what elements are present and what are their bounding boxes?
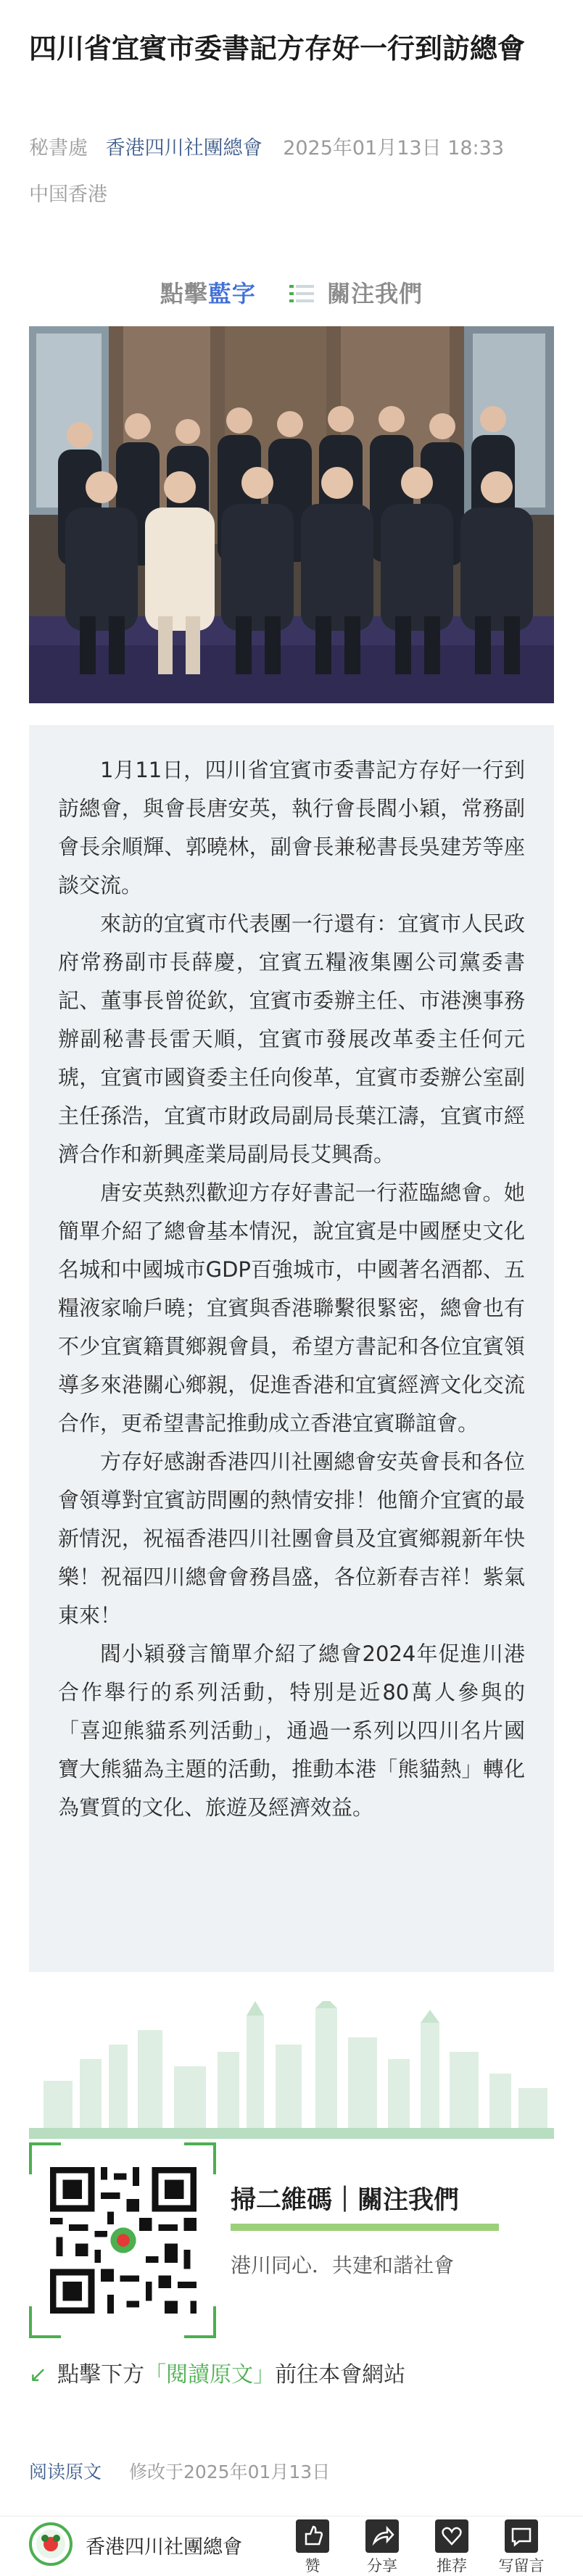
city-skyline-illustration bbox=[29, 2001, 554, 2139]
thumbs-up-icon bbox=[296, 2519, 329, 2553]
qr-code[interactable] bbox=[44, 2161, 203, 2320]
comment-button[interactable] bbox=[495, 2519, 548, 2576]
read-original-link[interactable]: 阅读原文 bbox=[29, 2461, 102, 2482]
read-more-suffix: 前往本會網站 bbox=[275, 2362, 406, 2387]
body-paragraph: 唐安英熱烈歡迎方存好書記一行蒞臨總會。她簡單介紹了總會基本情況，說宜賓是中國歷史文化名城和中國城市GDP百強城市，中國著名酒都、五糧液家喻戶曉；宜賓與香港聯繫很緊密，總會也有不少宜賓籍貫鄉親會員，希望方書記和各位宜賓領導多來港關心鄉親，促進香港和宜賓經濟文化交流合作，更希望書記推動成立香港宜賓聯誼會。 bbox=[58, 1180, 525, 1436]
read-more-highlight: 「閱讀原文」 bbox=[144, 2362, 276, 2387]
article-footer bbox=[29, 2458, 330, 2484]
modified-date: 修改于2025年01月13日 bbox=[128, 2461, 331, 2482]
follow-highlight: 藍字 bbox=[207, 280, 256, 307]
read-more-prefix: 點擊下方 bbox=[57, 2362, 145, 2387]
qr-title: 掃二維碼｜關注我們 bbox=[231, 2186, 460, 2215]
article-title: 四川省宜賓市委書記方存好一行到訪總會 bbox=[29, 33, 526, 65]
menu-lines-icon bbox=[289, 283, 314, 304]
like-label: 赞 bbox=[305, 2557, 321, 2575]
account-name[interactable]: 香港四川社團總會 bbox=[86, 2536, 242, 2559]
article-body bbox=[29, 725, 554, 1972]
publish-region: 中国香港 bbox=[29, 183, 107, 206]
account-link[interactable]: 香港四川社團總會 bbox=[105, 137, 262, 160]
share-button[interactable] bbox=[355, 2519, 409, 2576]
follow-banner[interactable] bbox=[0, 276, 583, 309]
like-button[interactable] bbox=[286, 2519, 339, 2576]
follow-action: 關注我們 bbox=[327, 280, 423, 307]
recommend-button[interactable] bbox=[425, 2519, 479, 2576]
title-underline bbox=[231, 2224, 499, 2231]
qr-subtitle: 港川同心．共建和諧社會 bbox=[231, 2253, 455, 2277]
follow-prefix: 點擊 bbox=[160, 280, 208, 307]
body-paragraph: 來訪的宜賓市代表團一行還有：宜賓市人民政府常務副市長薛慶，宜賓五糧液集團公司黨委書記、董事長曾從欽，宜賓市委辦主任、市港澳事務辦副秘書長雷天順，宜賓市發展改革委主任何元琥，宜賓市國資委主任向俊革，宜賓市委辦公室副主任孫浩，宜賓市財政局副局長葉江濤，宜賓市經濟合作和新興產業局副局長艾興喬。 bbox=[58, 911, 525, 1167]
comment-label: 写留言 bbox=[498, 2557, 545, 2575]
body-paragraph: 閻小穎發言簡單介紹了總會2024年促進川港合作舉行的系列活動，特別是近80萬人參與的「喜迎熊貓系列活動」，通過一系列以四川名片國寶大熊貓為主題的活動，推動本港「熊貓熱」轉化為實質的文化、旅遊及經濟效益。 bbox=[58, 1641, 525, 1820]
comment-icon bbox=[505, 2519, 538, 2553]
publish-datetime: 2025年01月13日 18:33 bbox=[283, 137, 505, 160]
share-icon bbox=[365, 2519, 399, 2553]
group-photo bbox=[29, 326, 554, 703]
qr-section bbox=[29, 2142, 554, 2338]
recommend-label: 推荐 bbox=[437, 2557, 467, 2575]
author-name: 秘書處 bbox=[29, 137, 88, 160]
body-paragraph: 方存好感謝香港四川社團總會安英會長和各位會領導對宜賓訪問團的熱情安排！他簡介宜賓的最新情況，祝福香港四川社團會員及宜賓鄉親新年快樂！祝福四川總會會務昌盛，各位新春吉祥！紫氣東來！ bbox=[58, 1449, 525, 1628]
bottom-bar bbox=[0, 2516, 583, 2575]
body-paragraph: 1月11日，四川省宜賓市委書記方存好一行到訪總會，與會長唐安英，執行會長閻小穎，常務副會長余順輝、郭曉林，副會長兼秘書長吳建芳等座談交流。 bbox=[58, 758, 525, 898]
read-more-hint bbox=[29, 2356, 405, 2388]
share-label: 分享 bbox=[367, 2557, 397, 2575]
account-logo-icon[interactable] bbox=[29, 2522, 73, 2566]
article-meta bbox=[29, 135, 566, 162]
arrow-down-left-icon: ↙ bbox=[29, 2362, 48, 2387]
heart-icon bbox=[435, 2519, 468, 2553]
